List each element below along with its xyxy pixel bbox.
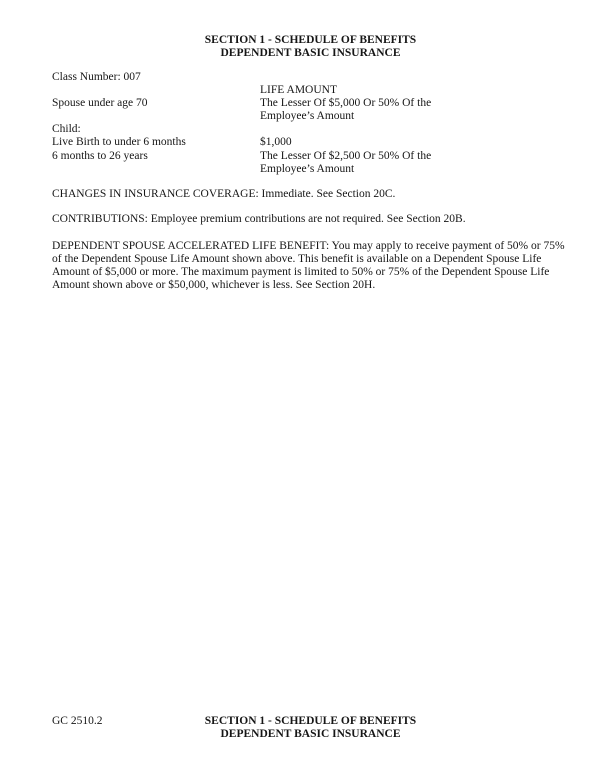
- schedule-row-spouse-cont: [52, 110, 569, 123]
- spouse-amount-line1: The Lesser Of $5,000 Or 50% Of the: [260, 97, 432, 110]
- page-footer: [0, 715, 600, 755]
- schedule-row-spouse: [52, 97, 569, 110]
- child-label: Child:: [52, 123, 81, 136]
- child-infant-label: Live Birth to under 6 months: [52, 136, 186, 149]
- spouse-label: Spouse under age 70: [52, 97, 148, 110]
- header-title-line2: DEPENDENT BASIC INSURANCE: [220, 47, 401, 60]
- schedule-row-child-older: [52, 150, 569, 163]
- child-older-amount-line2: Employee’s Amount: [260, 162, 355, 175]
- form-number: GC 2510.2: [52, 715, 103, 727]
- schedule-row-child-older-cont: [52, 163, 569, 176]
- schedule-row-column-header: [52, 84, 569, 97]
- schedule-row-class-number: [52, 71, 569, 84]
- footer-title-line2: DEPENDENT BASIC INSURANCE: [220, 728, 401, 741]
- child-older-label: 6 months to 26 years: [52, 149, 148, 162]
- life-amount-column-header: LIFE AMOUNT: [260, 84, 337, 97]
- contributions-text: CONTRIBUTIONS: Employee premium contributions are not required. See Section 20B.: [52, 213, 466, 225]
- changes-in-insurance-coverage-text: CHANGES IN INSURANCE COVERAGE: Immediate. See Section 20C.: [52, 188, 396, 200]
- class-number-label: Class Number: 007: [52, 71, 141, 83]
- child-infant-amount: $1,000: [260, 136, 292, 149]
- footer-title-line1: SECTION 1 - SCHEDULE OF BENEFITS: [204, 715, 417, 727]
- benefit-schedule: [52, 71, 569, 176]
- dependent-spouse-accelerated-life-benefit-paragraph: DEPENDENT SPOUSE ACCELERATED LIFE BENEFIT: You may apply to receive payment of 50% or 75% of the Dependent Spouse Life Amount shown above. This benefit is available on a Dependent Spouse Life Amount of $5,000 or more. The maximum payment is limited to 50% or 75% of the Dependent Spouse Life Amount shown above or $50,000, whichever is less. See Section 20H.: [52, 240, 565, 292]
- header-title-line1: SECTION 1 - SCHEDULE OF BENEFITS: [204, 34, 417, 46]
- schedule-row-child-infant: [52, 136, 569, 149]
- spouse-amount-line2: Employee’s Amount: [260, 110, 355, 123]
- footer-title: [52, 715, 569, 742]
- document-header: [52, 34, 569, 61]
- child-older-amount-line1: The Lesser Of $2,500 Or 50% Of the: [260, 149, 432, 162]
- schedule-row-child-header: [52, 123, 569, 136]
